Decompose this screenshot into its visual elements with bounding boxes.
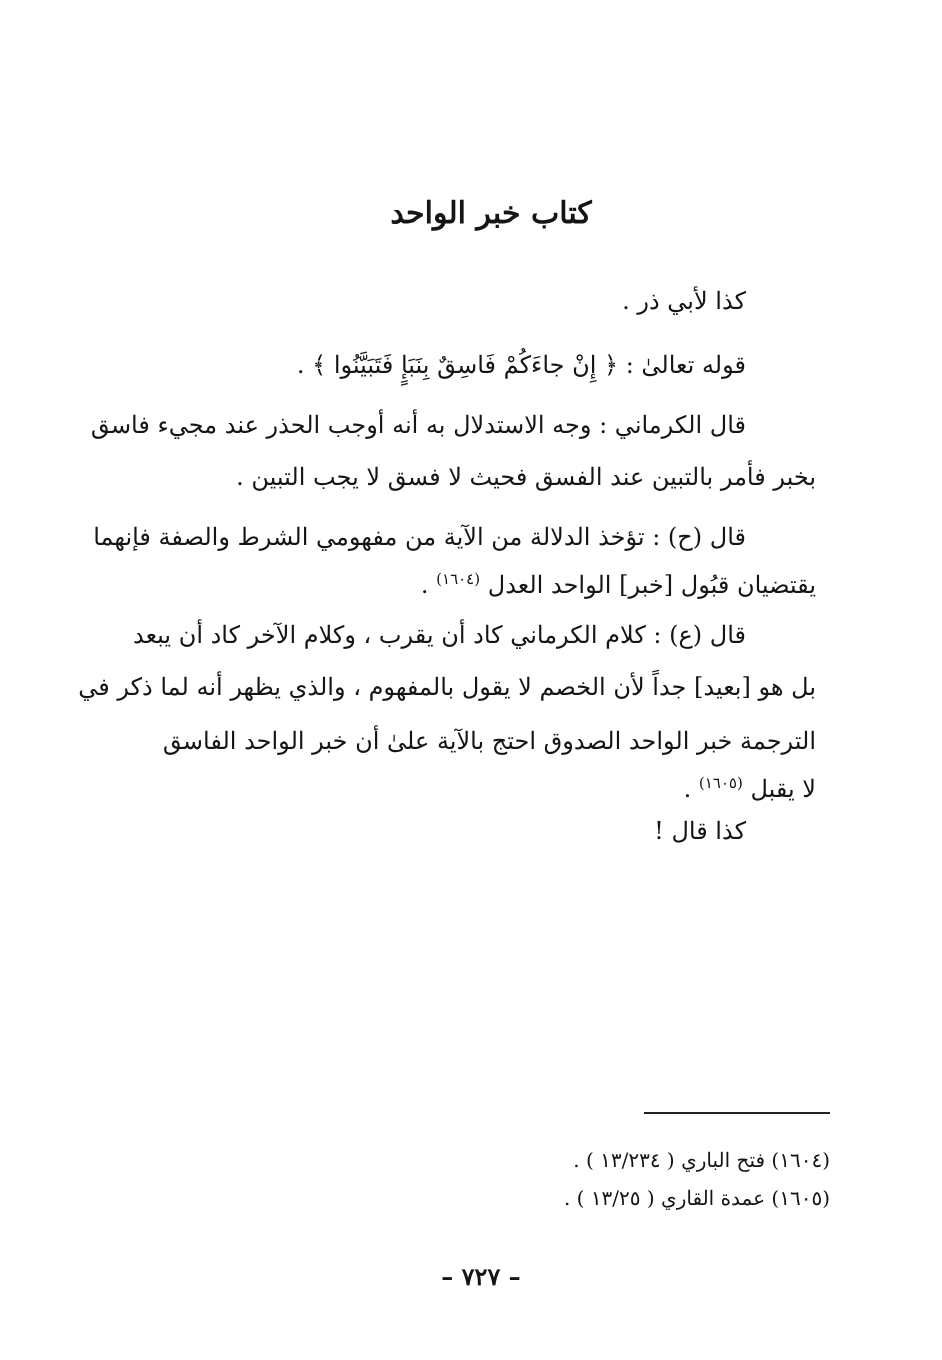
body-line-3: قال الكرماني : وجه الاستدلال به أنه أوجب الحذر عند مجيء فاسق [90,411,746,439]
body-line-11: كذا قال ! [654,817,746,845]
body-line-9: الترجمة خبر الواحد الصدوق احتج بالآية علىٰ أن خبر الواحد الفاسق [162,727,816,755]
body-line-10 [104,768,816,804]
body-line-4: بخبر فأمر بالتبين عند الفسق فحيث لا فسق لا يجب التبين . [236,463,816,491]
body-line-6-end: . [420,571,429,599]
chapter-title: كتاب خبر الواحد [390,196,592,231]
body-line-2: قوله تعالىٰ : ﴿ إِنْ جاءَكُمْ فَاسِقٌ بِنَبَإٍ فَتَبَيَّنُوا ﴾ . [296,351,746,379]
page-number: – ٧٢٧ – [441,1262,521,1291]
body-line-7: قال (ع) : كلام الكرماني كاد أن يقرب ، وكلام الآخر كاد أن يبعد [132,621,746,649]
footnote-1604: (١٦٠٤) فتح الباري ( ١٣/٢٣٤ ) . [573,1148,830,1172]
body-line-6 [104,564,816,600]
footnote-1605: (١٦٠٥) عمدة القاري ( ١٣/٢٥ ) . [563,1186,830,1210]
body-line-10-text: لا يقبل [750,775,816,803]
footnote-separator [644,1112,830,1114]
footnote-ref-1605: (١٦٠٥) [698,774,743,792]
body-line-6-text: يقتضيان قبُول [خبر] الواحد العدل [487,571,816,599]
body-line-1: كذا لأبي ذر . [622,287,746,315]
footnote-ref-1604: (١٦٠٤) [436,570,481,588]
body-line-10-end: . [683,775,692,803]
body-line-8: بل هو [بعيد] جداً لأن الخصم لا يقول بالمفهوم ، والذي يظهر أنه لما ذكر في [78,673,816,701]
body-line-5: قال (ح) : تؤخذ الدلالة من الآية من مفهومي الشرط والصفة فإنهما [93,523,746,551]
